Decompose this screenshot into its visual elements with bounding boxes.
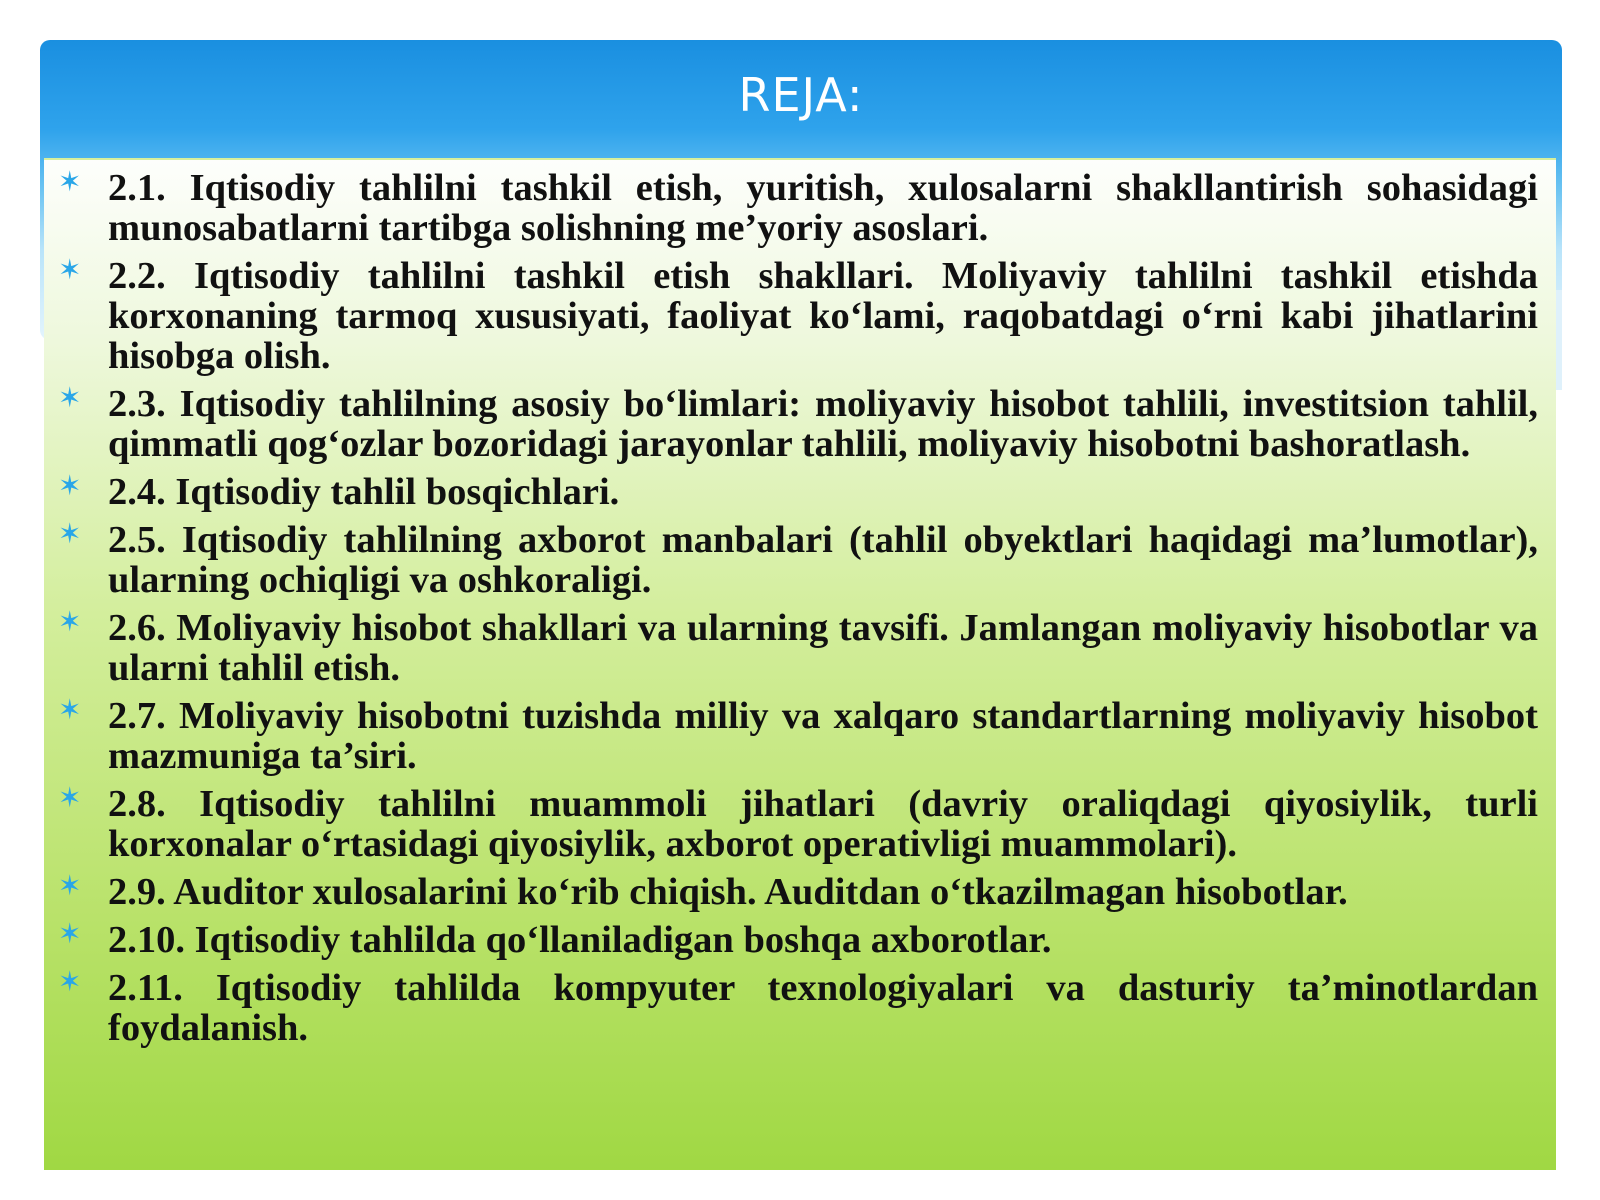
asterisk-bullet-icon: ✶ xyxy=(58,253,82,286)
list-item-text: 2.3. Iqtisodiy tahlilning asosiy bo‘limlari: moliyaviy hisobot tahlili, investitsion tahlil, qimmatli qog‘ozlar bozoridagi jarayonlar tahlili, moliyaviy hisobotni bashoratlash. xyxy=(108,383,1538,465)
list-item xyxy=(56,253,1538,377)
list-item-text: 2.5. Iqtisodiy tahlilning axborot manbalari (tahlil obyektlari haqidagi ma’lumotlar), ularning ochiqligi va oshkoraligi. xyxy=(108,519,1538,601)
list-item xyxy=(56,693,1538,777)
list-item xyxy=(56,869,1538,913)
list-item xyxy=(56,965,1538,1049)
list-item xyxy=(56,517,1538,601)
list-item-text: 2.9. Auditor xulosalarini ko‘rib chiqish. Auditdan o‘tkazilmagan hisobotlar. xyxy=(108,871,1348,913)
list-item-text: 2.11. Iqtisodiy tahlilda kompyuter texnologiyalari va dasturiy ta’minotlardan foydalanish. xyxy=(108,967,1538,1049)
list-item xyxy=(56,165,1538,249)
list-item-text: 2.6. Moliyaviy hisobot shakllari va ularning tavsifi. Jamlangan moliyaviy hisobotlar va ularni tahlil etish. xyxy=(108,607,1538,689)
list-item-text: 2.2. Iqtisodiy tahlilni tashkil etish shakllari. Moliyaviy tahlilni tashkil etishda korxonaning tarmoq xususiyati, faoliyat ko‘lami, raqobatdagi o‘rni kabi jihatlarini hisobga olish. xyxy=(108,255,1538,377)
asterisk-bullet-icon: ✶ xyxy=(58,917,82,950)
slide-title: REJA: xyxy=(738,68,864,122)
list-item xyxy=(56,605,1538,689)
list-item-text: 2.8. Iqtisodiy tahlilni muammoli jihatlari (davriy oraliqdagi qiyosiylik, turli korxonalar o‘rtasidagi qiyosiylik, axborot operativligi muammolari). xyxy=(108,783,1538,865)
list-item-text: 2.7. Moliyaviy hisobotni tuzishda milliy va xalqaro standartlarning moliyaviy hisobot mazmuniga ta’siri. xyxy=(108,695,1538,777)
asterisk-bullet-icon: ✶ xyxy=(58,781,82,814)
list-item-text: 2.10. Iqtisodiy tahlilda qo‘llaniladigan boshqa axborotlar. xyxy=(108,919,1052,961)
asterisk-bullet-icon: ✶ xyxy=(58,165,82,198)
plan-list xyxy=(56,165,1538,1056)
asterisk-bullet-icon: ✶ xyxy=(58,965,82,998)
asterisk-bullet-icon: ✶ xyxy=(58,605,82,638)
list-item xyxy=(56,381,1538,465)
list-item-text: 2.1. Iqtisodiy tahlilni tashkil etish, yuritish, xulosalarni shakllantirish sohasidagi munosabatlarni tartibga solishning me’yoriy asoslari. xyxy=(108,167,1538,249)
list-item xyxy=(56,469,1538,513)
asterisk-bullet-icon: ✶ xyxy=(58,381,82,414)
asterisk-bullet-icon: ✶ xyxy=(58,869,82,902)
list-item-text: 2.4. Iqtisodiy tahlil bosqichlari. xyxy=(108,471,620,513)
list-item xyxy=(56,781,1538,865)
list-item xyxy=(56,917,1538,961)
asterisk-bullet-icon: ✶ xyxy=(58,517,82,550)
asterisk-bullet-icon: ✶ xyxy=(58,469,82,502)
asterisk-bullet-icon: ✶ xyxy=(58,693,82,726)
